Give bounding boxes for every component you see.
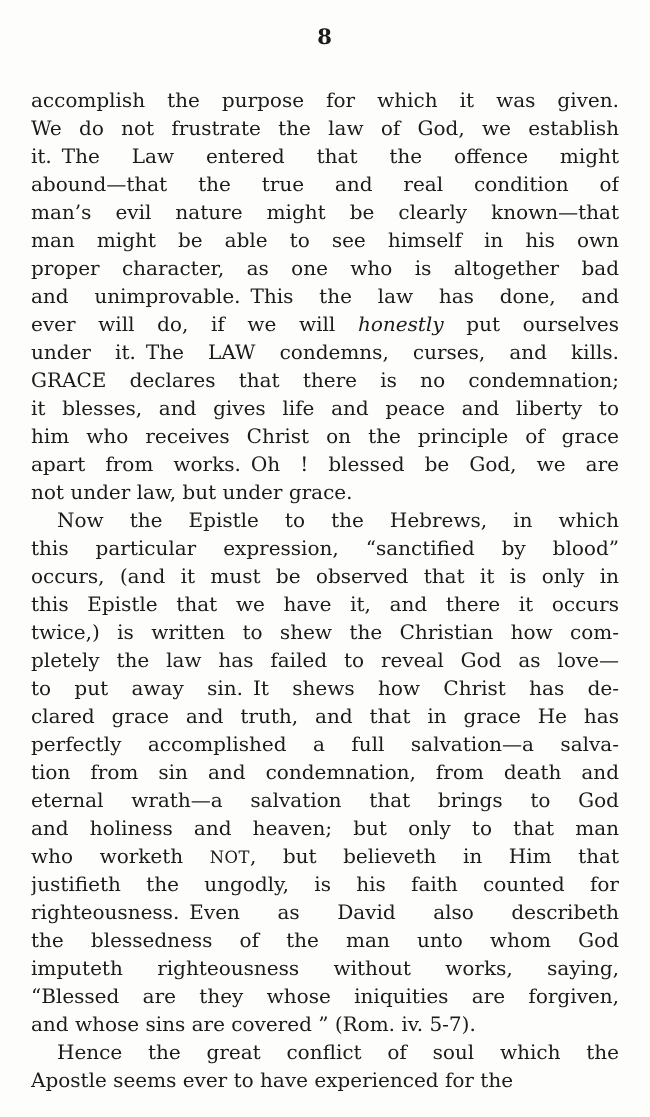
body-text: Hence the great conflict of soul which the [57, 1040, 619, 1064]
text-line [31, 1066, 619, 1094]
body-text: We do not frustrate the law of God, we establish [31, 116, 619, 140]
italic-text: honestly [357, 312, 444, 336]
text-line [31, 170, 619, 198]
body-text: eternal wrath—a salvation that brings to God [31, 788, 619, 812]
text-line [31, 506, 619, 534]
text-line [31, 478, 619, 506]
body-text: accomplish the purpose for which it was given. [31, 88, 619, 112]
text-line [31, 562, 619, 590]
body-text: to put away sin. It shews how Christ has de- [31, 676, 619, 700]
paragraph [31, 1038, 619, 1094]
body-text: righteousness. Even as David also describeth [31, 900, 619, 924]
text-line [31, 842, 619, 870]
text-line [31, 226, 619, 254]
body-text: apart from works. Oh ! blessed be God, we are [31, 452, 619, 476]
text-line [31, 814, 619, 842]
text-line [31, 254, 619, 282]
body-text: and holiness and heaven; but only to that man [31, 816, 619, 840]
text-line [31, 534, 619, 562]
body-text: and unimprovable. This the law has done, and [31, 284, 619, 308]
text-line [31, 338, 619, 366]
body-text: tion from sin and condemnation, from death and [31, 760, 619, 784]
body-text: him who receives Christ on the principle of grace [31, 424, 619, 448]
body-text: put ourselves [443, 312, 619, 336]
body-text: twice,) is written to shew the Christian how com- [31, 620, 619, 644]
text-line [31, 282, 619, 310]
body-text: it blesses, and gives life and peace and liberty to [31, 396, 619, 420]
body-text: under it. The LAW condemns, curses, and kills. [31, 340, 619, 364]
text-line [31, 702, 619, 730]
body-text: “Blessed are they whose iniquities are forgiven, [31, 984, 619, 1008]
text-line [31, 86, 619, 114]
body-text: man’s evil nature might be clearly known—that [31, 200, 619, 224]
smallcaps-text: NOT [209, 848, 250, 867]
text-line [31, 198, 619, 226]
body-text: GRACE declares that there is no condemnation; [31, 368, 619, 392]
body-text: clared grace and truth, and that in grace He has [31, 704, 619, 728]
body-text: and whose sins are covered ” (Rom. iv. 5-7). [31, 1012, 476, 1036]
paragraph [31, 506, 619, 1038]
body-text: man might be able to see himself in his own [31, 228, 619, 252]
text-line [31, 366, 619, 394]
text-line [31, 646, 619, 674]
body-text: , but believeth in Him that [249, 844, 619, 868]
body-text: Now the Epistle to the Hebrews, in which [57, 508, 619, 532]
page-number: 8 [317, 24, 333, 49]
text-line [31, 618, 619, 646]
body-text: occurs, (and it must be observed that it is only in [31, 564, 619, 588]
body-text: imputeth righteousness without works, saying, [31, 956, 619, 980]
text-line [31, 758, 619, 786]
text-line [31, 1038, 619, 1066]
paragraph [31, 86, 619, 506]
body-text: ever will do, if we will [31, 312, 358, 336]
body-text: the blessedness of the man unto whom God [31, 928, 619, 952]
body-text: not under law, but under grace. [31, 480, 353, 504]
text-line [31, 422, 619, 450]
text-line [31, 926, 619, 954]
body-text: this Epistle that we have it, and there it occurs [31, 592, 619, 616]
text-line [31, 730, 619, 758]
body-text: abound—that the true and real condition of [31, 172, 619, 196]
text-line [31, 310, 619, 338]
text-line [31, 674, 619, 702]
text-line [31, 870, 619, 898]
text-line [31, 786, 619, 814]
text-line [31, 1010, 619, 1038]
body-text: perfectly accomplished a full salvation—a salva- [31, 732, 619, 756]
text-line [31, 394, 619, 422]
body-text: who worketh [31, 844, 210, 868]
text-line [31, 982, 619, 1010]
text-line [31, 450, 619, 478]
text-line [31, 142, 619, 170]
text-line [31, 954, 619, 982]
text-line [31, 114, 619, 142]
body-text: Apostle seems ever to have experienced for the [31, 1068, 514, 1092]
text-block [31, 86, 619, 1094]
body-text: justifieth the ungodly, is his faith counted for [31, 872, 619, 896]
body-text: proper character, as one who is altogether bad [31, 256, 619, 280]
text-line [31, 590, 619, 618]
body-text: pletely the law has failed to reveal God as love— [31, 648, 619, 672]
text-line [31, 898, 619, 926]
body-text: it. The Law entered that the offence might [31, 144, 619, 168]
body-text: this particular expression, “sanctified by blood” [31, 536, 619, 560]
